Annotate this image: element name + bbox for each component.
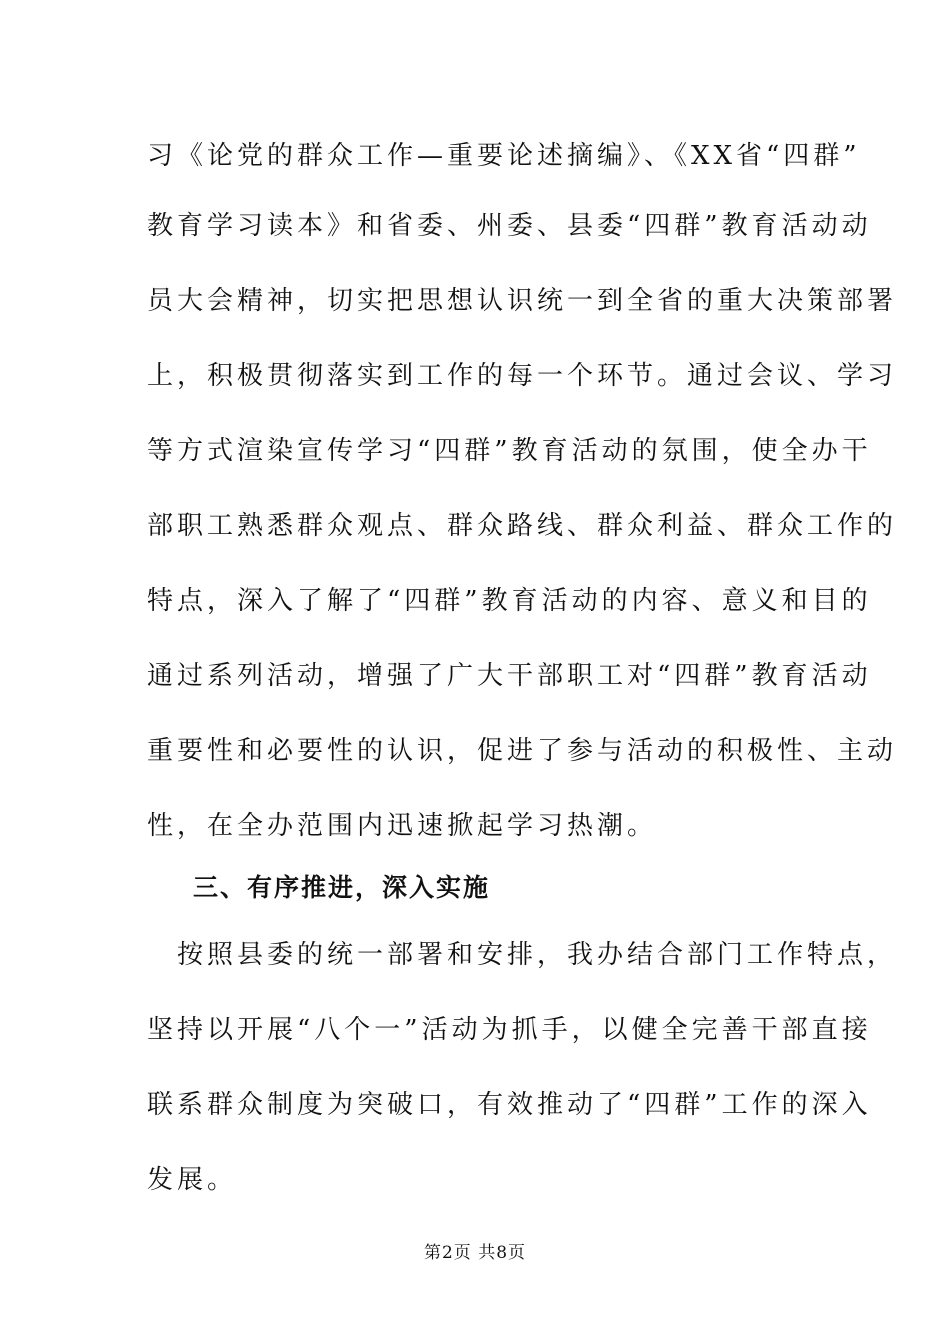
body-text-line: 发展。 <box>147 1165 238 1195</box>
body-text-line: 上，积极贯彻落实到工作的每一个环节。通过会议、学习 <box>147 361 898 391</box>
section-heading: 三、有序推进，深入实施 <box>193 873 491 902</box>
body-text-line: 重要性和必要性的认识，促进了参与活动的积极性、主动 <box>147 736 898 766</box>
body-text-line: 通过系列活动，增强了广大干部职工对“四群”教育活动 <box>147 661 872 691</box>
body-text-line: 教育学习读本》和省委、州委、县委“四群”教育活动动 <box>147 211 872 241</box>
body-text-line: 等方式渲染宣传学习“四群”教育活动的氛围，使全办干 <box>147 436 872 466</box>
body-text-line: 坚持以开展“八个一”活动为抓手，以健全完善干部直接 <box>147 1015 872 1045</box>
page-number-footer: 第2页 共8页 <box>423 1243 527 1263</box>
body-text-line: 特点，深入了解了“四群”教育活动的内容、意义和目的 <box>147 586 872 616</box>
body-text-line: 部职工熟悉群众观点、群众路线、群众利益、群众工作的 <box>147 511 898 541</box>
body-text-line: 习《论党的群众工作—重要论述摘编》、《XX省“四群” <box>147 141 861 171</box>
body-text-line: 联系群众制度为突破口，有效推动了“四群”工作的深入 <box>147 1090 872 1120</box>
body-text-line: 性，在全办范围内迅速掀起学习热潮。 <box>147 811 658 841</box>
body-text-line: 按照县委的统一部署和安排，我办结合部门工作特点， <box>147 940 898 970</box>
body-text-line: 员大会精神，切实把思想认识统一到全省的重大决策部署 <box>147 286 898 316</box>
